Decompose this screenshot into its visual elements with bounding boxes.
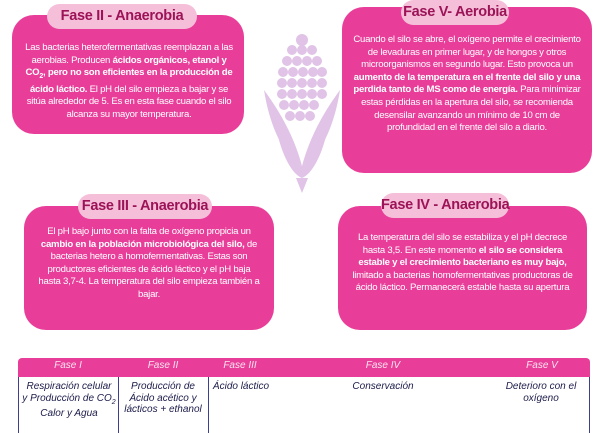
corn-icon — [256, 28, 348, 193]
fase2-title: Fase II - Anaerobia — [47, 4, 197, 29]
fase5-title: Fase V- Aerobia — [401, 0, 509, 25]
fase4-description: La temperatura del silo se estabiliza y el pH decrece hasta 3,5. En este momento el silo se considera estable y el crecimiento bacteriano es muy bajo, limitado a bacterias homofermentativas productoras de ácido láctico. Permanecerá estable hasta su apertura — [352, 232, 573, 294]
fase2-card — [12, 15, 244, 134]
fase3-title: Fase III - Anaerobia — [78, 194, 212, 219]
fase5-card — [342, 7, 592, 173]
cell-fase3: Ácido láctico — [212, 381, 270, 392]
header-fase4: Fase IV — [365, 360, 401, 371]
fase4-card — [338, 206, 587, 330]
fase5-description: Cuando el silo se abre, el oxígeno permite el crecimiento de levaduras en primer lugar, y de hongos y otros microorganismos en segundo lugar. Esto provoca un aumento de la temperatura en el frente del silo y una perdida tanto de MS como de energía. Para minimizar estas pérdidas en la apertura del silo, se recomienda desensilar avanzando un mínimo de 10 cm de profundidad en el frente del silo a diario. — [353, 34, 581, 134]
cell-fase1: Respiración celular y Producción de $CO_2$ Calor y Agua — [22, 381, 116, 419]
fase3-description: El pH bajo junto con la falta de oxígeno propicia un cambio en la población microbiológica del silo, de bacterias hetero a homofermentativas. Estas son productoras eficientes de ácido láctico y el pH baja hasta 3,7-4. La temperatura del silo empieza también a bajar. — [38, 226, 260, 300]
column-divider — [208, 377, 209, 433]
header-fase5: Fase V — [526, 360, 558, 371]
column-divider — [118, 377, 119, 433]
fase2-description: Las bacterias heterofermentativas reemplazan a las aerobias. Producen ácidos orgánicos, etanol y $CO_2$, pero no son eficientes en la producción de ácido láctico. El pH del silo empieza a bajar y se sitúa alrededor de 5. Es en esta fase cuando el silo alcanza su mayor temperatura. — [25, 42, 233, 120]
header-fase2: Fase II — [147, 360, 179, 371]
cell-fase2: Producción de Ácido acético y lácticos + ethanol — [124, 381, 202, 415]
cell-fase4: Conservación — [352, 381, 414, 392]
fase4-title: Fase IV - Anaerobia — [381, 193, 509, 218]
header-fase3: Fase III — [223, 360, 257, 371]
cell-fase5: Deterioro con el oxígeno — [505, 381, 577, 404]
fase3-card — [24, 206, 274, 330]
header-fase1: Fase I — [54, 360, 82, 371]
